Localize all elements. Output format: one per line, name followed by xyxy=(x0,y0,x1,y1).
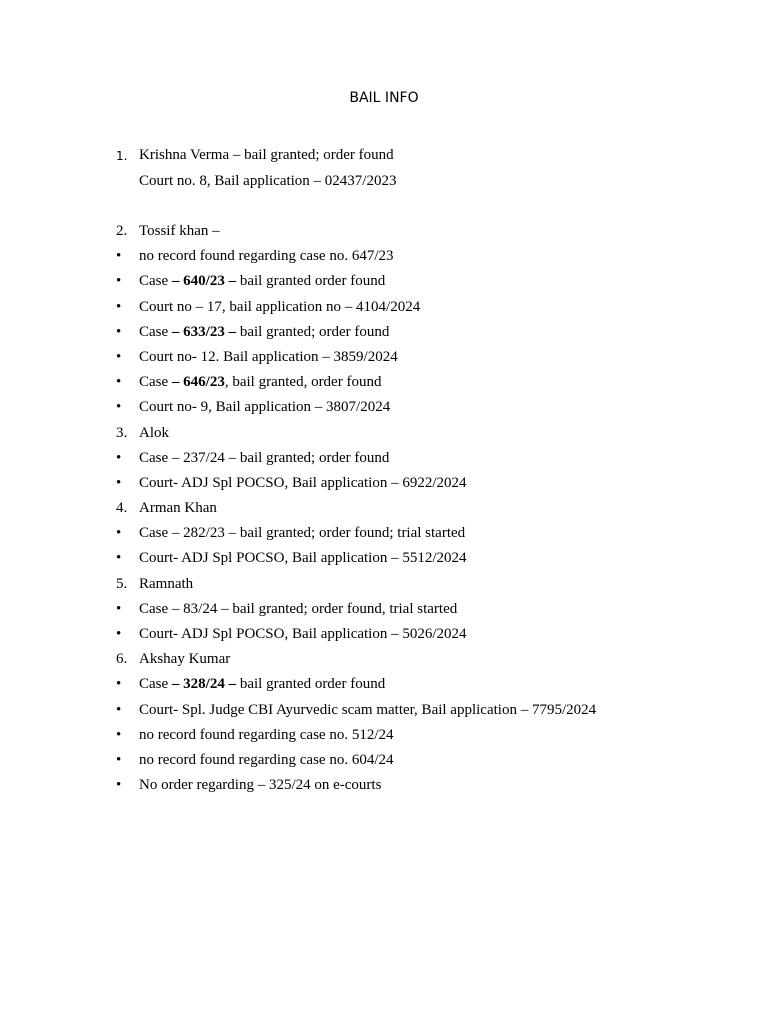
bullet-item xyxy=(116,775,716,800)
entry-name-line: Arman Khan xyxy=(139,500,217,517)
list-item-1 xyxy=(116,145,716,171)
bullet-text: Court- ADJ Spl POCSO, Bail application – 5026/2024 xyxy=(139,626,467,642)
list-number: 4. xyxy=(116,500,128,517)
bullet-icon: • xyxy=(116,600,122,617)
list-number: 2. xyxy=(116,223,128,239)
bullet-icon: • xyxy=(116,550,122,567)
list-item-4 xyxy=(116,498,716,523)
bullet-icon: • xyxy=(116,777,122,794)
case-prefix: Case xyxy=(139,273,172,290)
bullet-item xyxy=(116,448,716,473)
case-status: bail granted order found xyxy=(236,676,386,693)
bullet-icon: • xyxy=(116,323,122,340)
entry-name-line: Krishna Verma – bail granted; order found xyxy=(139,147,394,163)
bullet-icon: • xyxy=(116,399,122,416)
bullet-icon: • xyxy=(116,273,122,290)
entry-name-line: Ramnath xyxy=(139,575,194,592)
bullet-text: no record found regarding case no. 512/24 xyxy=(139,726,394,743)
entry-name-line: Akshay Kumar xyxy=(139,651,231,668)
bullet-item xyxy=(116,322,716,347)
bullet-text: Case – 237/24 – bail granted; order found xyxy=(139,449,390,466)
case-prefix: Case xyxy=(139,374,172,391)
case-status: , bail granted, order found xyxy=(224,374,382,391)
bullet-text: Court- Spl. Judge CBI Ayurvedic scam matter, Bail application – 7795/2024 xyxy=(139,701,597,718)
bullet-text xyxy=(139,372,381,392)
bullet-text: Case – 282/23 – bail granted; order found; trial started xyxy=(139,525,466,542)
list-number: 6. xyxy=(116,651,128,668)
bullet-item xyxy=(116,473,716,498)
bullet-icon: • xyxy=(116,676,122,693)
list-item-2 xyxy=(116,221,716,246)
bullet-item xyxy=(116,599,716,624)
bullet-icon: • xyxy=(116,626,122,642)
bullet-text: Court- ADJ Spl POCSO, Bail application – 6922/2024 xyxy=(139,474,467,491)
bullet-icon: • xyxy=(116,374,122,391)
bullet-item xyxy=(116,725,716,750)
list-number: 1. xyxy=(116,149,128,163)
bullet-icon: • xyxy=(116,474,122,491)
entry-name-line: Tossif khan – xyxy=(139,223,220,239)
case-number-bold: – 633/23 – xyxy=(171,323,237,340)
case-status: bail granted order found xyxy=(236,273,386,290)
list-item-6 xyxy=(116,649,716,674)
list-item-1-court xyxy=(116,171,716,221)
bullet-icon: • xyxy=(116,726,122,743)
bullet-item xyxy=(116,397,716,422)
bullet-item xyxy=(116,674,716,699)
bullet-text: Court no- 9, Bail application – 3807/2024 xyxy=(139,399,391,416)
bullet-item xyxy=(116,271,716,296)
bullet-item xyxy=(116,523,716,548)
bullet-icon: • xyxy=(116,449,122,466)
case-status: bail granted; order found xyxy=(236,323,390,340)
court-line: Court no. 8, Bail application – 02437/2023 xyxy=(139,173,397,189)
bullet-item xyxy=(116,750,716,775)
bullet-text xyxy=(139,271,385,291)
list-number: 5. xyxy=(116,575,128,592)
case-number-bold: – 328/24 – xyxy=(171,676,237,693)
bullet-item xyxy=(116,297,716,322)
case-number-bold: – 640/23 – xyxy=(171,273,237,290)
bullet-item xyxy=(116,548,716,573)
bullet-text: no record found regarding case no. 647/23 xyxy=(139,248,394,265)
bullet-icon: • xyxy=(116,298,122,315)
bullet-text: Court- ADJ Spl POCSO, Bail application – 5512/2024 xyxy=(139,550,467,567)
bullet-item xyxy=(116,372,716,397)
bullet-item xyxy=(116,246,716,271)
case-number-bold: – 646/23 xyxy=(171,374,225,391)
bullet-icon: • xyxy=(116,525,122,542)
bullet-item xyxy=(116,700,716,725)
bullet-text xyxy=(139,322,389,342)
bullet-icon: • xyxy=(116,348,122,365)
bullet-text: Court no – 17, bail application no – 4104/2024 xyxy=(139,298,421,315)
bullet-item xyxy=(116,624,716,649)
list-item-3 xyxy=(116,423,716,448)
bullet-icon: • xyxy=(116,751,122,768)
bullet-text: Case – 83/24 – bail granted; order found, trial started xyxy=(139,600,458,617)
bullet-text: no record found regarding case no. 604/24 xyxy=(139,751,394,768)
document-title: BAIL INFO xyxy=(349,90,419,106)
list-number: 3. xyxy=(116,424,128,441)
case-prefix: Case xyxy=(139,323,172,340)
case-prefix: Case xyxy=(139,676,172,693)
bullet-text: Court no- 12. Bail application – 3859/2024 xyxy=(139,348,398,365)
list-item-5 xyxy=(116,574,716,599)
bullet-text xyxy=(139,674,385,694)
bullet-item xyxy=(116,347,716,372)
bullet-text: No order regarding – 325/24 on e-courts xyxy=(139,777,382,794)
document-body xyxy=(116,145,716,800)
entry-name-line: Alok xyxy=(139,424,169,441)
bullet-icon: • xyxy=(116,248,122,265)
bullet-icon: • xyxy=(116,701,122,718)
